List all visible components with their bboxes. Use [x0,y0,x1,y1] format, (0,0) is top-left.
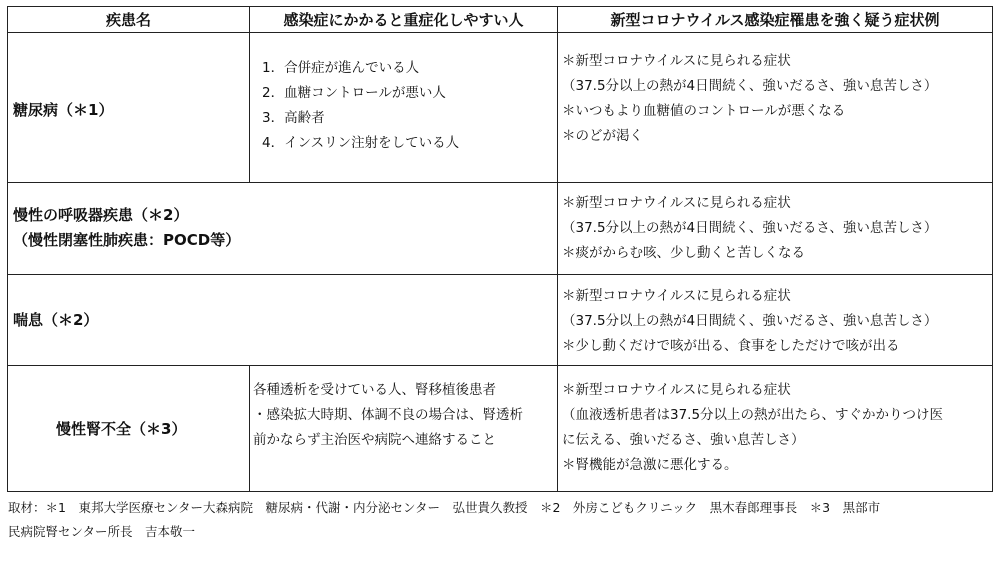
header-disease: 疾患名 [105,11,151,29]
credit-line: 取材：＊1 東邦大学医療センター大森病院 糖尿病・代謝・内分泌センター 弘世貴久教授 ＊2 外房こどもクリニック 黒木春郎理事長 ＊3 黒部市 [8,500,881,515]
symptom-item: ＊のどが渇く [562,128,643,144]
risk-item: 各種透析を受けている人、腎移植後患者 [253,382,496,398]
disease-name-line: 糖尿病（＊1） [13,101,114,119]
symptom-item: （37.5分以上の熱が4日間続く、強いだるさ、強い息苦しさ） [562,313,938,329]
disease-name [13,99,113,120]
source-credits [8,496,994,544]
row-divider [8,365,992,366]
row-divider [8,182,992,183]
risk-item: 4．インスリン注射をしている人 [262,135,460,151]
risk-list [253,378,523,453]
symptom-item: ＊いつもより血糖値のコントロールが悪くなる [562,103,846,119]
credit-line: 民病院腎センター所長 吉本敬一 [8,524,196,539]
row-divider [8,274,992,275]
symptom-item: ＊痰がからむ咳、少し動くと苦しくなる [562,245,805,261]
header-symptoms: 新型コロナウイルス感染症罹患を強く疑う症状例 [610,11,940,29]
symptom-item: （37.5分以上の熱が4日間続く、強いだるさ、強い息苦しさ） [562,78,938,94]
disease-name [13,309,98,330]
symptom-list [562,284,937,359]
risk-item: 3．高齢者 [262,110,325,126]
risk-item: 2．血糖コントロールが悪い人 [262,85,446,101]
symptom-table [7,6,993,492]
column-divider [557,7,558,491]
column-divider [249,365,250,491]
symptom-item: に伝える、強いだるさ、強い息苦しさ） [562,432,805,448]
risk-list [262,56,459,156]
symptom-list [562,191,937,266]
column-divider [249,7,250,183]
disease-name-line: 慢性腎不全（＊3） [56,420,187,438]
symptom-item: ＊新型コロナウイルスに見られる症状 [562,288,791,304]
symptom-item: ＊新型コロナウイルスに見られる症状 [562,53,791,69]
disease-name [56,418,186,439]
risk-item: ・感染拡大時期、体調不良の場合は、腎透析 [253,407,523,423]
disease-name-line: 慢性の呼吸器疾患（＊2） [13,206,189,224]
symptom-item: ＊少し動くだけで咳が出る、食事をしただけで咳が出る [562,338,900,354]
symptom-item: （血液透析患者は37.5分以上の熱が出たら、すぐかかりつけ医 [562,407,944,423]
symptom-list [562,49,937,149]
risk-item: 1．合併症が進んでいる人 [262,60,420,76]
disease-name-line: 喘息（＊2） [13,311,99,329]
risk-item: 前かならず主治医や病院へ連絡すること [253,432,496,448]
disease-name [13,203,240,253]
symptom-item: ＊新型コロナウイルスに見られる症状 [562,382,791,398]
header-risk: 感染症にかかると重症化しやすい人 [283,11,524,29]
disease-name-line: （慢性閉塞性肺疾患：POCD等） [13,231,241,249]
symptom-item: ＊新型コロナウイルスに見られる症状 [562,195,791,211]
symptom-item: ＊腎機能が急激に悪化する。 [562,457,738,473]
symptom-item: （37.5分以上の熱が4日間続く、強いだるさ、強い息苦しさ） [562,220,938,236]
symptom-list [562,378,943,478]
